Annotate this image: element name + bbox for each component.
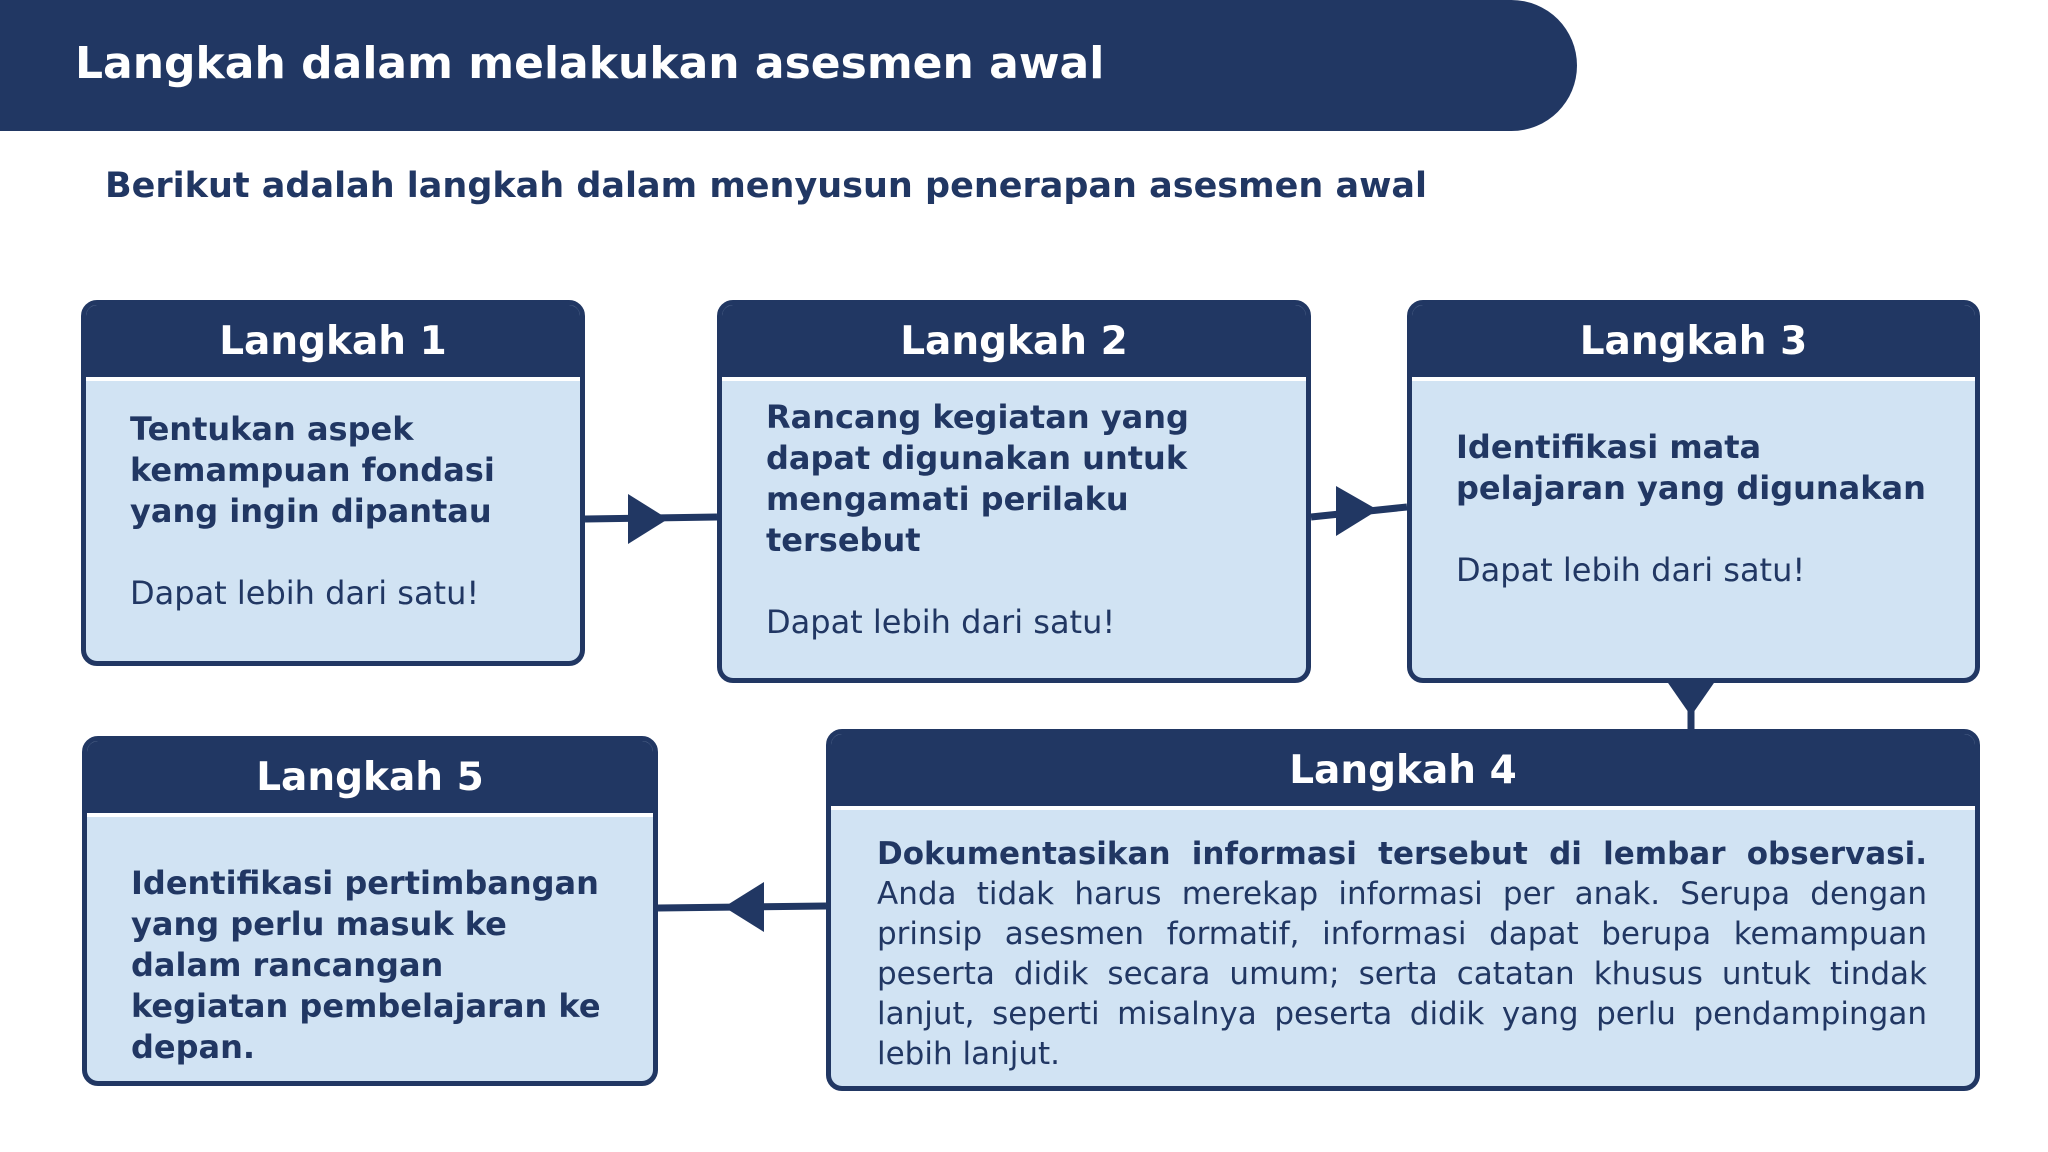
step-3-body xyxy=(1412,381,1975,611)
step-3-main-text: Identifikasi mata pelajaran yang digunakan xyxy=(1456,428,1926,507)
step-2-main-text: Rancang kegiatan yang dapat digunakan untuk mengamati perilaku tersebut xyxy=(766,398,1189,559)
arrow-right-icon xyxy=(1336,486,1378,536)
step-3-header: Langkah 3 xyxy=(1412,305,1975,381)
step-3-box xyxy=(1407,300,1980,683)
step-4-rest-text: Anda tidak harus merekap informasi per anak. Serupa dengan prinsip asesmen formatif, informasi dapat berupa kemampuan peserta didik secara umum; serta catatan khusus untuk tindak lanjut, seperti misalnya peserta didik yang perlu pendampingan lebih lanjut. xyxy=(877,876,1927,1072)
step-4-body xyxy=(831,810,1975,1091)
step-5-main-text: Identifikasi pertimbangan yang perlu masuk ke dalam rancangan kegiatan pembelajaran ke depan. xyxy=(131,864,601,1066)
step-2-box xyxy=(717,300,1311,683)
step-5-body xyxy=(87,817,653,1086)
step-1-box xyxy=(81,300,585,666)
step-4-lead-text: Dokumentasikan informasi tersebut di lembar observasi. xyxy=(877,836,1927,872)
step-4-header: Langkah 4 xyxy=(831,734,1975,810)
step-5-box xyxy=(82,736,658,1086)
step-2-note: Dapat lebih dari satu! xyxy=(766,603,1116,641)
step-3-note: Dapat lebih dari satu! xyxy=(1456,551,1806,589)
arrow-left-icon xyxy=(724,882,764,932)
page-title: Langkah dalam melakukan asesmen awal xyxy=(75,38,1105,89)
step-1-body xyxy=(86,381,580,634)
step-2-body xyxy=(722,381,1306,663)
arrow-right-icon xyxy=(628,494,668,544)
step-4-box xyxy=(826,729,1980,1091)
page-subtitle: Berikut adalah langkah dalam menyusun penerapan asesmen awal xyxy=(105,166,1428,206)
step-4-paragraph xyxy=(877,834,1927,1074)
step-1-header: Langkah 1 xyxy=(86,305,580,381)
step-5-header: Langkah 5 xyxy=(87,741,653,817)
step-1-main-text: Tentukan aspek kemampuan fondasi yang ingin dipantau xyxy=(130,410,495,530)
step-1-note: Dapat lebih dari satu! xyxy=(130,574,480,612)
step-2-header: Langkah 2 xyxy=(722,305,1306,381)
